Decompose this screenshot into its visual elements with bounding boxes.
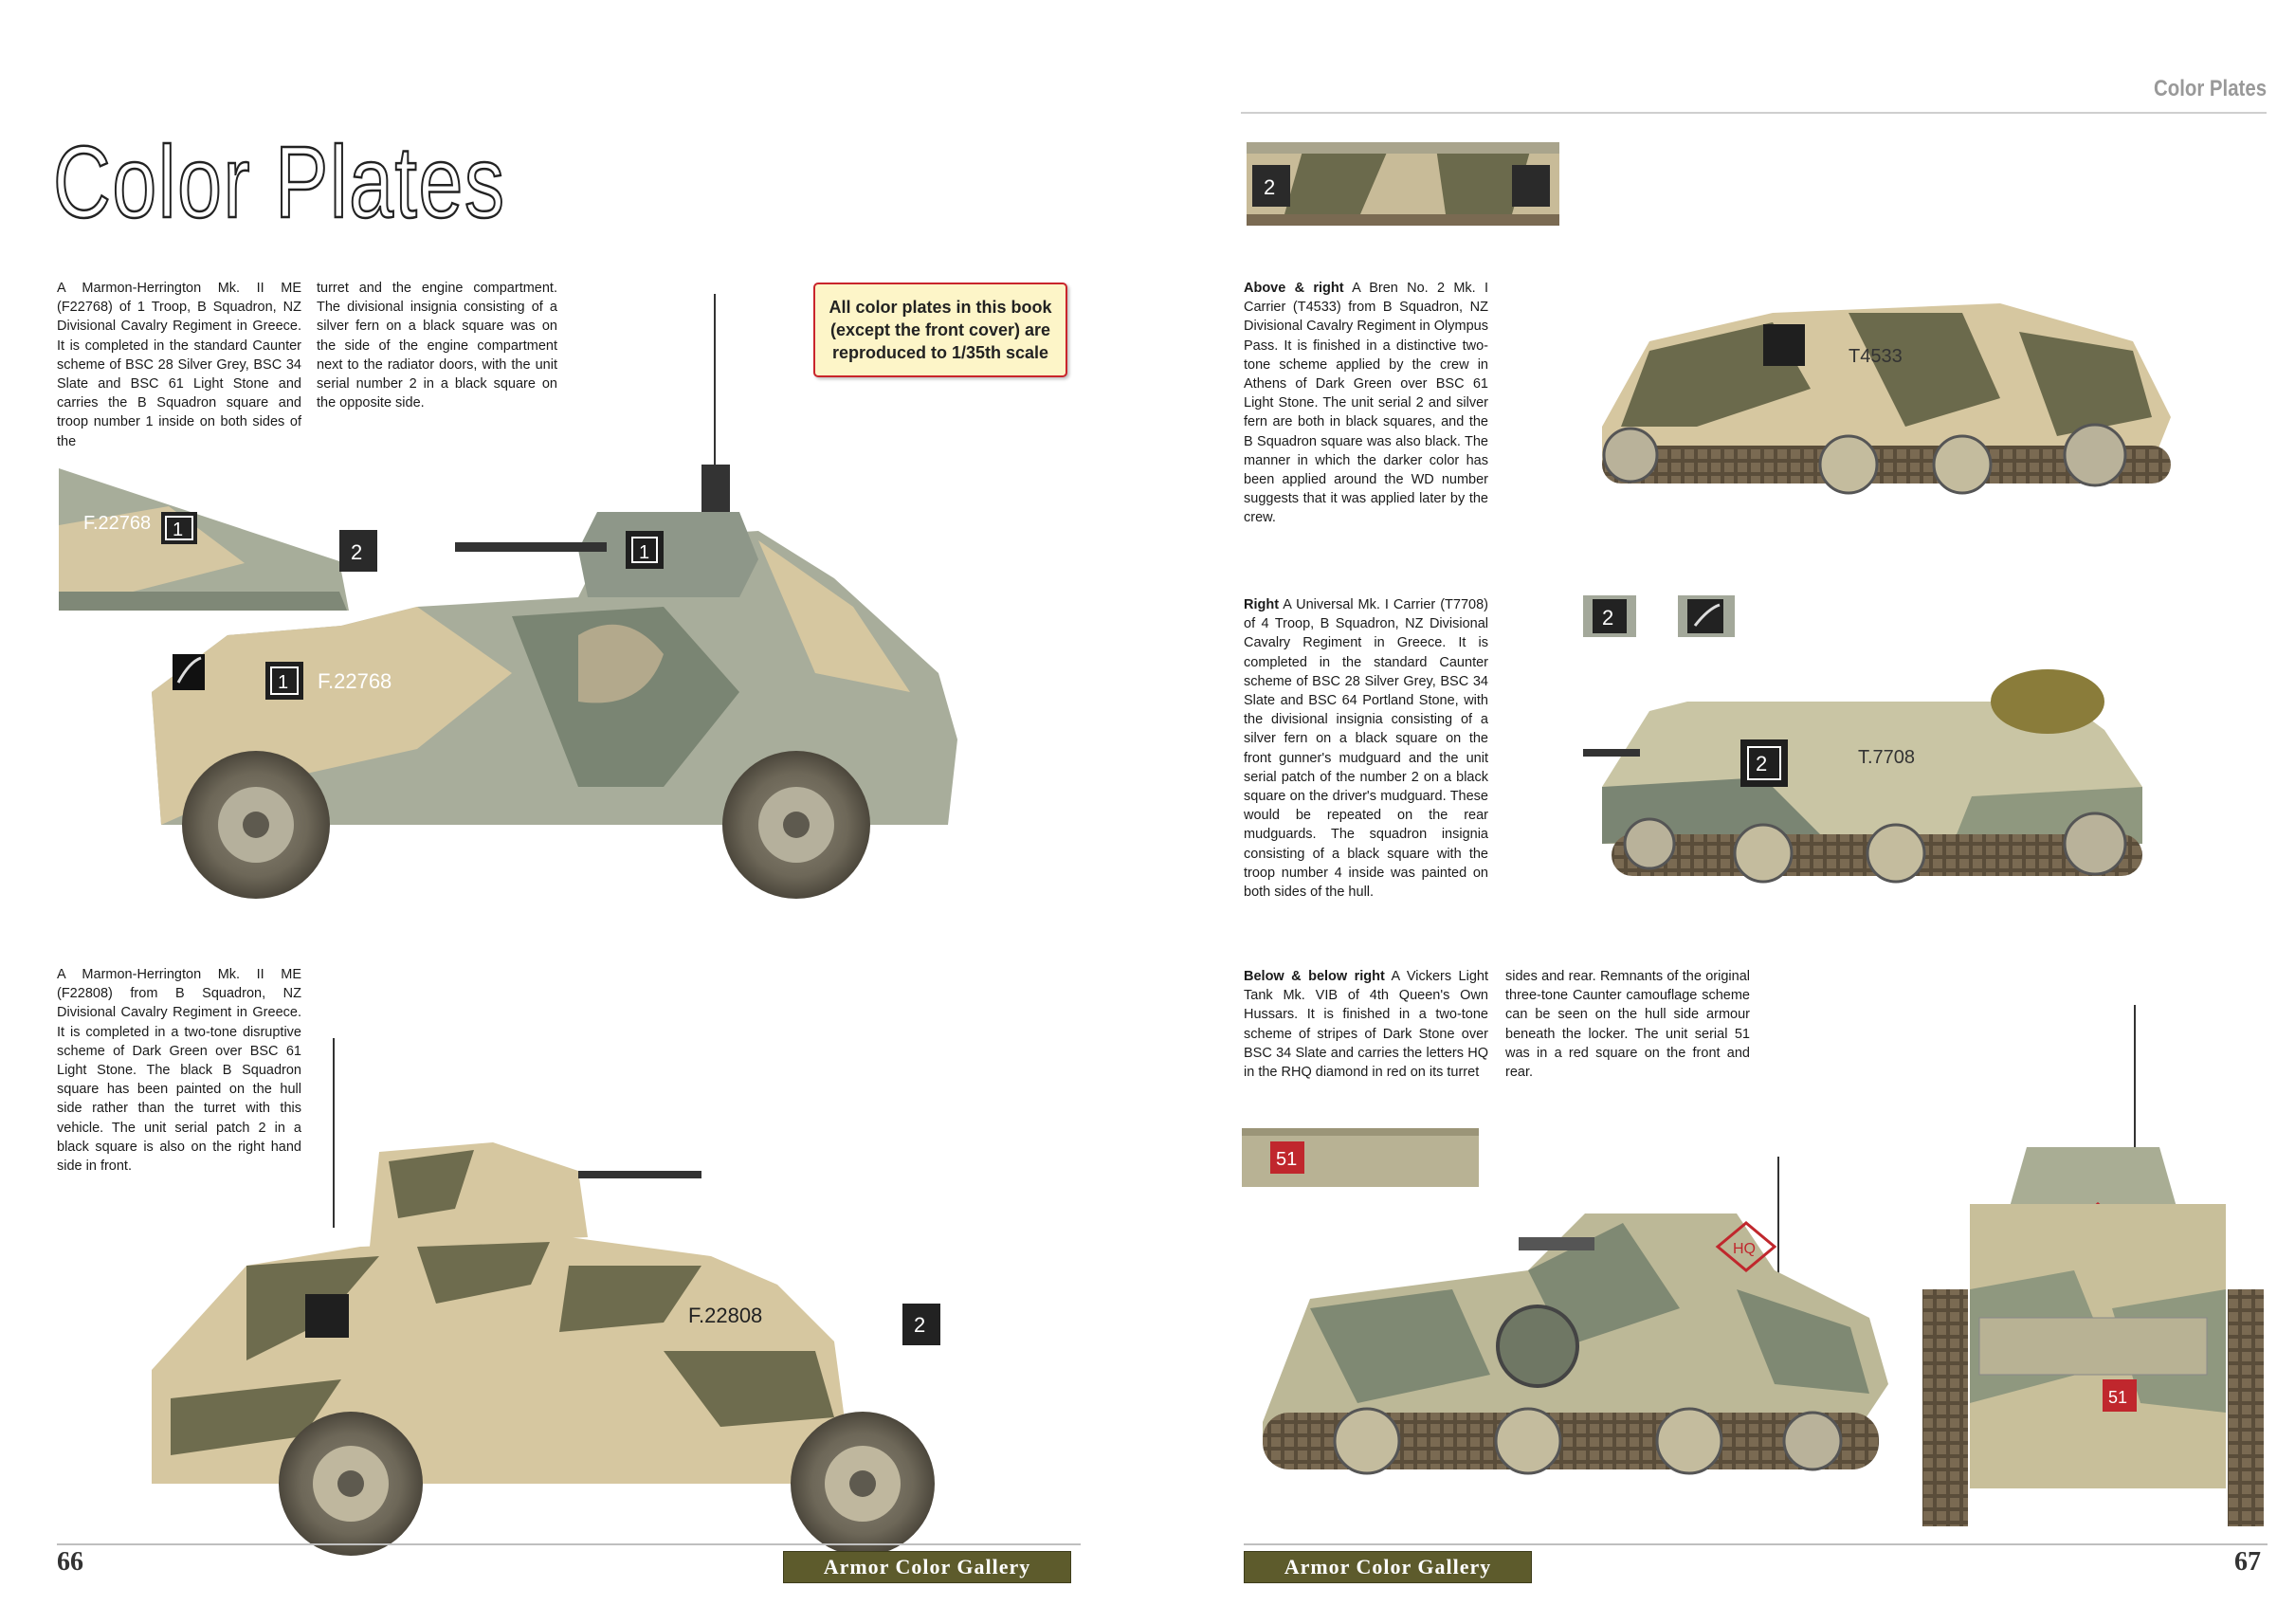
plate-bren-top [1247, 142, 1569, 229]
hull-serial: T.7708 [1858, 747, 1916, 768]
plate-mh-f22768 [133, 294, 1014, 901]
plate-universal-swatches [1583, 595, 1744, 643]
caption-vickers-col1 [1244, 967, 1488, 1082]
hull-serial: F.22808 [688, 1304, 763, 1327]
troop-number: 1 [173, 520, 184, 540]
brand-badge-right: Armor Color Gallery [1244, 1551, 1532, 1583]
unit-number: 2 [1264, 175, 1276, 199]
caption-bren-carrier [1244, 279, 1488, 528]
turret-troop-number: 1 [639, 542, 650, 563]
caption-lead: Right [1244, 597, 1280, 612]
caption-body: A Vickers Light Tank Mk. VIB of 4th Queen's Own Hussars. It is finished in a two-tone scheme of stripes of Dark Stone over BSC 34 Slate and carries the letters HQ in the RHQ diamond in red on its turret [1244, 969, 1488, 1081]
page-title: Color Plates [53, 124, 506, 239]
diamond-letters: HQ [1733, 1241, 1756, 1257]
serial-text: F.22768 [83, 513, 152, 534]
running-head: Color Plates [2153, 76, 2267, 101]
page-number-left: 66 [57, 1547, 83, 1577]
caption-vickers-col2: sides and rear. Remnants of the original three-tone Caunter camouflage scheme can be seen on the hull side armour beneath the locker. The unit serial 51 was in a red square on the front and rear. [1505, 969, 1750, 1081]
caption-lead: Below & below right [1244, 969, 1385, 984]
plate-vickers-side [1244, 1157, 1898, 1517]
unit-serial: 51 [2108, 1388, 2128, 1407]
unit-number: 2 [1602, 606, 1614, 630]
troop-number: 2 [1756, 752, 1768, 776]
caption-lead: Above & right [1244, 281, 1344, 296]
footer-rule-right [1244, 1543, 2268, 1545]
hull-serial: T4533 [1849, 346, 1903, 367]
caption-body: A Universal Mk. I Carrier (T7708) of 4 Troop, B Squadron, NZ Divisional Cavalry Regiment in Greece. It is completed in the standard Caunter scheme of BSC 28 Silver Grey, BSC 34 Slate and BSC 64 Portland Stone, with the divisional insignia consisting of a silver fern on a black square on the front gunner's mudguard and the unit serial patch of the number 2 on a black square on the driver's mudguard. These would be repeated on the rear mudguards. The squadron insignia consisting of a black square with the troop number 4 inside was painted on both sides of the hull. [1244, 597, 1488, 901]
plate-vickers-rear [1922, 1005, 2264, 1536]
unit-serial: 51 [1276, 1149, 1298, 1170]
hull-troop-number: 1 [278, 672, 289, 693]
caption-mh-f22808: A Marmon-Herrington Mk. II ME (F22808) from B Squadron, NZ Divisional Cavalry Regiment in Greece. It is completed in a two-tone disruptive scheme of Dark Green over BSC 61 Light Stone. The black B Squadron square has been painted on the hull side rather than the turret with this vehicle. The unit serial patch 2 in a black square is also on the right hand side in front. [57, 967, 301, 1175]
caption-mh-f22768-col1: A Marmon-Herrington Mk. II ME (F22768) of 1 Troop, B Squadron, NZ Divisional Cavalry Regiment in Greece. It is completed in the standard Caunter scheme of BSC 28 Silver Grey, BSC 34 Slate and BSC 61 Light Stone and carries the B Squadron square and troop number 1 inside on both sides of the [57, 281, 301, 449]
page-number-right: 67 [2234, 1547, 2261, 1577]
caption-body: A Bren No. 2 Mk. I Carrier (T4533) from B Squadron, NZ Divisional Cavalry Regiment in Olympus Pass. It is finished in a distinctive two-tone scheme applied by the crew in Athens of Dark Green over BSC 61 Light Stone. The unit serial 2 and silver fern are both in black squares, and the B Squadron square was also black. The manner in which the darker color has been applied around the WD number suggests that it was applied later by the crew. [1244, 281, 1488, 526]
brand-badge-left: Armor Color Gallery [783, 1551, 1071, 1583]
scale-note-box: All color plates in this book (except the front cover) are reproduced to 1/35th scale [813, 283, 1067, 377]
caption-mh-f22768-col2: turret and the engine compartment. The divisional insignia consisting of a silver fern on a black square was on the side of the engine compartment next to the radiator doors, with the unit serial number 2 in a black square on the opposite side. [317, 281, 557, 411]
header-rule [1241, 112, 2267, 114]
caption-universal-carrier [1244, 595, 1488, 902]
hull-serial: F.22768 [318, 669, 392, 693]
plate-mh-f22808 [133, 1038, 1005, 1555]
unit-number: 2 [351, 540, 363, 564]
plate-bren-side [1564, 275, 2190, 512]
unit-number: 2 [914, 1313, 926, 1337]
footer-rule-left [57, 1543, 1081, 1545]
plate-universal-side [1574, 645, 2180, 910]
